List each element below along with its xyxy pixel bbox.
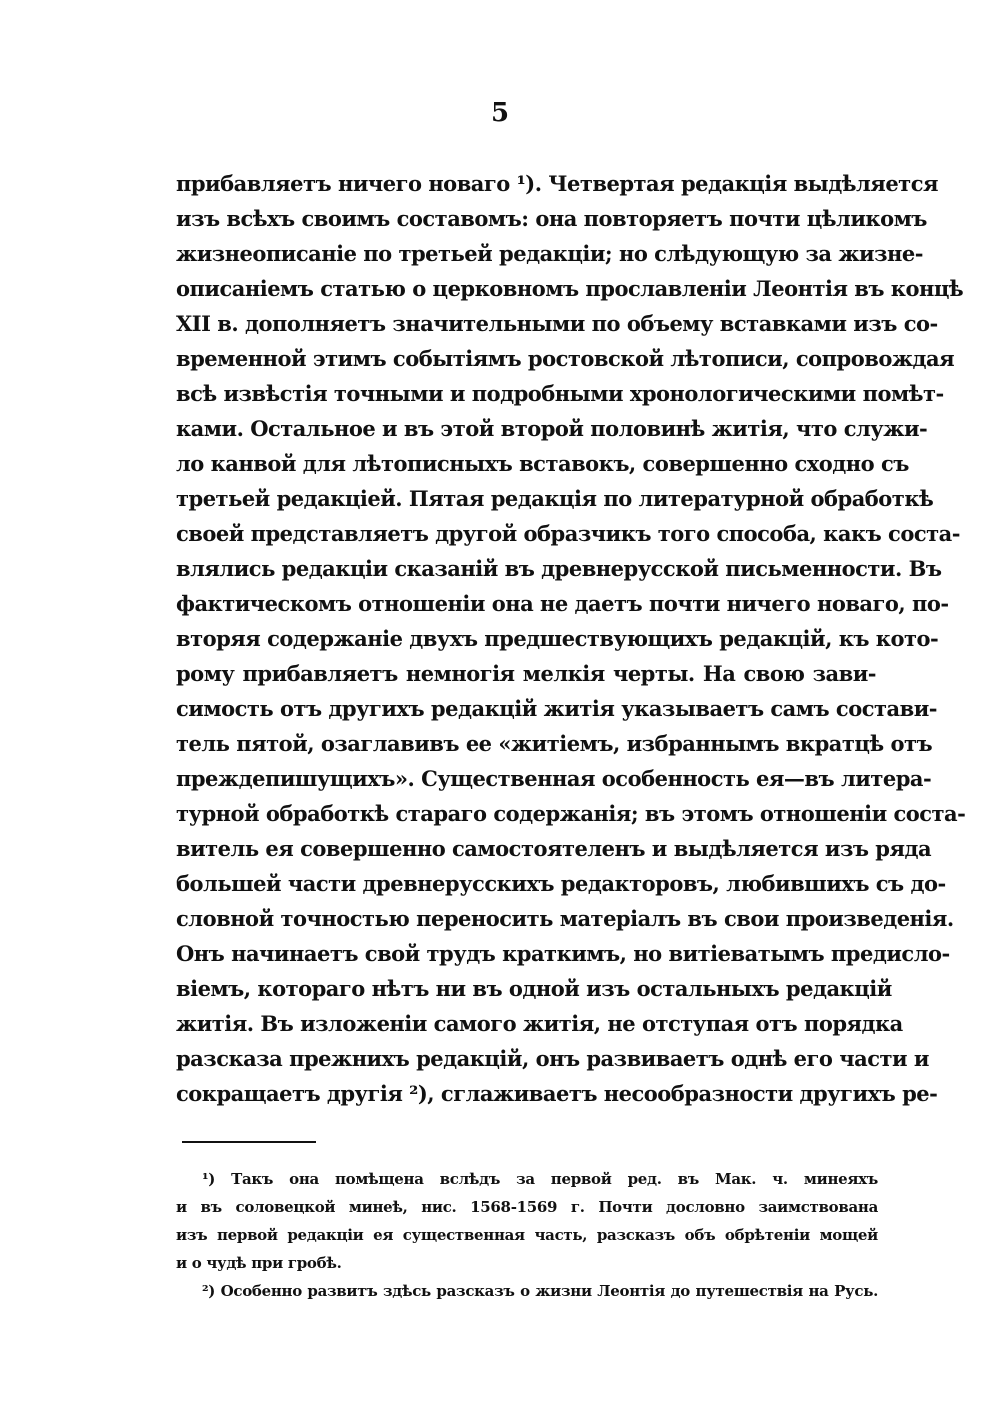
body-line: рому прибавляетъ немногія мелкія черты. На свою зави- xyxy=(176,661,876,686)
body-line: ло канвой для лѣтописныхъ вставокъ, совершенно сходно съ xyxy=(176,451,909,476)
footnote-line: и о чудѣ при гробѣ. xyxy=(176,1254,342,1272)
body-line: всѣ извѣстія точными и подробными хронологическими помѣт- xyxy=(176,381,944,406)
body-line: временной этимъ событіямъ ростовской лѣтописи, сопровождая xyxy=(176,346,955,371)
page-number: 5 xyxy=(490,98,510,128)
body-line: словной точностью переносить матеріалъ въ свои произведенія. xyxy=(176,906,954,931)
footnotes xyxy=(176,1165,878,1305)
body-line: описаніемъ статью о церковномъ прославленіи Леонтія въ концѣ xyxy=(176,276,964,301)
body-line: изъ всѣхъ своимъ составомъ: она повторяетъ почти цѣликомъ xyxy=(176,206,927,231)
footnote-line: изъ первой редакціи ея существенная часть, разсказъ объ обрѣтеніи мощей xyxy=(176,1226,878,1244)
body-line: Онъ начинаетъ свой трудъ краткимъ, но витіеватымъ предисло- xyxy=(176,941,950,966)
footnote-line: ¹) Такъ она помѣщена вслѣдъ за первой ред. въ Мак. ч. минеяхъ xyxy=(202,1170,878,1188)
body-line: своей представляетъ другой образчикъ того способа, какъ соста- xyxy=(176,521,960,546)
body-text xyxy=(176,166,966,1111)
body-line: разсказа прежнихъ редакцій, онъ развиваетъ однѣ его части и xyxy=(176,1046,929,1071)
body-line: прибавляетъ ничего новаго ¹). Четвертая редакція выдѣляется xyxy=(176,171,938,196)
body-line: житія. Въ изложеніи самого житія, не отступая отъ порядка xyxy=(176,1011,903,1036)
body-line: фактическомъ отношеніи она не даетъ почти ничего новаго, по- xyxy=(176,591,949,616)
body-line: XII в. дополняетъ значительными по объему вставками изъ со- xyxy=(176,311,938,336)
body-line: витель ея совершенно самостоятеленъ и выдѣляется изъ ряда xyxy=(176,836,932,861)
body-line: турной обработкѣ стараго содержанія; въ этомъ отношеніи соста- xyxy=(176,801,966,826)
body-line: влялись редакціи сказаній въ древнерусской письменности. Въ xyxy=(176,556,942,581)
body-line: віемъ, котораго нѣтъ ни въ одной изъ остальныхъ редакцій xyxy=(176,976,892,1001)
body-line: ками. Остальное и въ этой второй половинѣ житія, что служи- xyxy=(176,416,928,441)
body-line: симость отъ другихъ редакцій житія указываетъ самъ состави- xyxy=(176,696,938,721)
body-line: большей части древнерусскихъ редакторовъ, любившихъ съ до- xyxy=(176,871,946,896)
body-line: преждепишущихъ». Существенная особенность ея—въ литера- xyxy=(176,766,932,791)
footnote-line: ²) Особенно развитъ здѣсь разсказъ о жизни Леонтія до путешествія на Русь. xyxy=(202,1282,878,1300)
footnote-line: и въ соловецкой минеѣ, нис. 1568-1569 г. Почти дословно заимствована xyxy=(176,1198,878,1216)
body-line: вторяя содержаніе двухъ предшествующихъ редакцій, къ кото- xyxy=(176,626,939,651)
body-line: тель пятой, озаглавивъ ее «житіемъ, избраннымъ вкратцѣ отъ xyxy=(176,731,933,756)
body-line: жизнеописаніе по третьей редакціи; но слѣдующую за жизне- xyxy=(176,241,923,266)
body-line: сокращаетъ другія ²), сглаживаетъ несообразности другихъ ре- xyxy=(176,1081,938,1106)
footnote-divider xyxy=(182,1141,316,1143)
body-line: третьей редакціей. Пятая редакція по литературной обработкѣ xyxy=(176,486,934,511)
